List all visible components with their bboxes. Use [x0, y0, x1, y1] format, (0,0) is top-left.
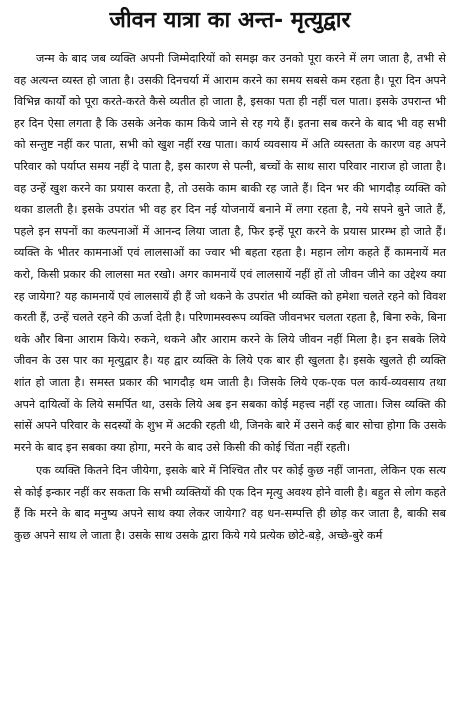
body-paragraph-1: जन्म के बाद जब व्यक्ति अपनी जिम्मेदारियों को समझ कर उनको पूरा करने में लग जाता है, तभी से वह अत्यन्त व्यस्त हो जाता है। उसकी दिनचर्या में आराम करने का समय सबसे कम रहता है। पूरा दिन अपने विभिन्न कार्यों को पूरा करते-करते कैसे व्यतीत हो जाता है, इसका पता ही नहीं चल पाता। इसके उपरान्त भी हर दिन ऐसा लगता है कि उसके अनेक काम किये जाने से रह गये हैं। इतना सब करने के बाद भी वह सभी को सन्तुष्ट नहीं कर पाता, सभी को खुश नहीं रख पाता। कार्य व्यवसाय में अति व्यस्तता के कारण वह अपने परिवार को पर्याप्त समय नहीं दे पाता है, इस कारण से पत्नी, बच्चों के साथ सारा परिवार नाराज हो जाता है। वह उन्हें खुश करने का प्रयास करता है, तो उसके काम बाकी रह जाते हैं। दिन भर की भागदौड़ व्यक्ति को थका डालती है। इसके उपरांत भी वह हर दिन नई योजनायें बनाने में लगा रहता है, नये सपने बुने जाते हैं, पहले इन सपनों का कल्पनाओं में आनन्द लिया जाता है, फिर इन्हें पूरा करने के प्रयास प्रारम्भ हो जाते हैं। व्यक्ति के भीतर कामनाओं एवं लालसाओं का ज्वार भी बहता रहता है। महान लोग कहते हैं कामनायें मत करो, किसी प्रकार की लालसा मत रखो। अगर कामनायें एवं लालसायें नहीं हों तो जीवन जीने का उद्देश्य क्या रह जायेगा? यह कामनायें एवं लालसायें ही हैं जो थकने के उपरांत भी व्यक्ति को हमेशा चलते रहने को विवश करती हैं, उन्हें चलते रहने की ऊर्जा देती है। परिणामस्वरूप व्यक्ति जीवनभर चलता रहता है, बिना रुके, बिना थके और बिना आराम किये। रुकने, थकने और आराम करने के लिये जीवन नहीं मिला है। इन सबके लिये जीवन के उस पार का मृत्युद्वार है। यह द्वार व्यक्ति के लिये एक बार ही खुलता है। इसके खुलते ही व्यक्ति शांत हो जाता है। समस्त प्रकार की भागदौड़ थम जाती है। जिसके लिये एक-एक पल कार्य-व्यवसाय तथा अपने दायित्वों के लिये समर्पित था, उसके लिये अब इन सबका कोई महत्त्व नहीं रह जाता। जिस व्यक्ति की सांसें अपने परिवार के सदस्यों के शुभ में अटकी रहती थी, जिनके बारे में उसने कई बार सोचा होगा कि उसके मरने के बाद इन सबका क्या होगा, मरने के बाद उसे किसी की कोई चिंता नहीं रहती।	[14, 52, 446, 454]
body-paragraph-2: एक व्यक्ति कितने दिन जीयेगा, इसके बारे में निश्चित तौर पर कोई कुछ नहीं जानता, लेकिन एक सत्य से कोई इन्कार नहीं कर सकता कि सभी व्यक्तियों की एक दिन मृत्यु अवश्य होने वाली है। बहुत से लोग कहते हैं कि मरने के बाद मनुष्य अपने साथ क्या लेकर जायेगा? वह धन-सम्पत्ति ही छोड़ कर जाता है, बाकी सब कुछ अपने साथ ले जाता है। उसके साथ उसके द्वारा किये गये प्रत्येक छोटे-बड़े, अच्छे-बुरे कर्म	[14, 464, 446, 543]
page-title: जीवन यात्रा का अन्त- मृत्युद्वार	[109, 8, 351, 33]
